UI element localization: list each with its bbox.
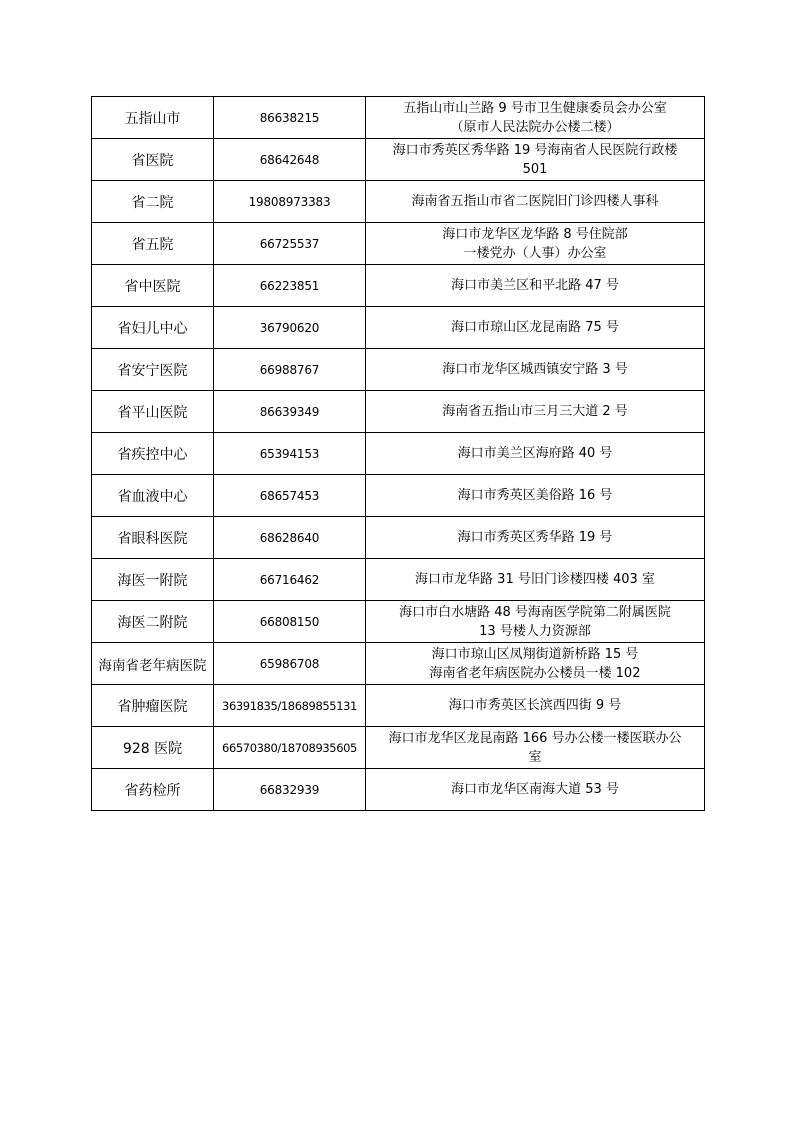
address-line: 海口市秀英区美俗路 16 号 — [457, 488, 613, 503]
table-row — [92, 769, 705, 811]
unit-name-cell: 省血液中心 — [92, 475, 214, 517]
table-row — [92, 307, 705, 349]
address-line: 一楼党办（人事）办公室 — [463, 245, 607, 261]
unit-name-cell: 省二院 — [92, 181, 214, 223]
table-row — [92, 223, 705, 265]
table-row — [92, 139, 705, 181]
unit-name-cell: 928 医院 — [92, 727, 214, 769]
address-line: 海口市龙华区龙昆南路 166 号办公楼一楼医联办公 — [388, 730, 682, 746]
address-line: 海口市琼山区龙昆南路 75 号 — [451, 320, 619, 335]
unit-name-cell: 海南省老年病医院 — [92, 643, 214, 685]
address-line: 海口市秀英区秀华路 19 号海南省人民医院行政楼 — [392, 142, 678, 158]
phone-cell: 66988767 — [214, 349, 366, 391]
unit-name-cell: 省药检所 — [92, 769, 214, 811]
address-line: 海口市龙华区南海大道 53 号 — [451, 782, 619, 797]
address-line: 海口市龙华区龙华路 8 号住院部 — [442, 226, 628, 242]
unit-name-cell: 省五院 — [92, 223, 214, 265]
table-row — [92, 559, 705, 601]
unit-name-cell: 海医二附院 — [92, 601, 214, 643]
address-cell — [366, 601, 705, 643]
address-line: 海口市琼山区凤翔街道新桥路 15 号 — [431, 646, 639, 662]
phone-cell: 68657453 — [214, 475, 366, 517]
unit-name-cell: 省中医院 — [92, 265, 214, 307]
table-row — [92, 265, 705, 307]
address-line: 海南省五指山市省二医院旧门诊四楼人事科 — [411, 194, 659, 209]
unit-name-cell: 五指山市 — [92, 97, 214, 139]
address-cell — [366, 97, 705, 139]
phone-cell: 19808973383 — [214, 181, 366, 223]
address-cell — [366, 265, 705, 307]
address-line: （原市人民法院办公楼二楼） — [450, 119, 620, 135]
address-cell — [366, 769, 705, 811]
table-row — [92, 433, 705, 475]
table-row — [92, 685, 705, 727]
unit-name-cell: 省眼科医院 — [92, 517, 214, 559]
address-cell — [366, 349, 705, 391]
contact-table-body — [92, 97, 705, 811]
table-row — [92, 181, 705, 223]
address-cell — [366, 223, 705, 265]
address-line: 海口市龙华区城西镇安宁路 3 号 — [442, 362, 628, 377]
table-row — [92, 391, 705, 433]
address-line: 海口市龙华路 31 号旧门诊楼四楼 403 室 — [415, 572, 655, 587]
phone-cell: 36790620 — [214, 307, 366, 349]
address-line: 501 — [522, 161, 548, 177]
table-row — [92, 727, 705, 769]
address-line: 海口市美兰区海府路 40 号 — [457, 446, 613, 461]
phone-cell: 65986708 — [214, 643, 366, 685]
address-cell — [366, 559, 705, 601]
table-row — [92, 643, 705, 685]
phone-cell: 66570380/18708935605 — [214, 727, 366, 769]
address-line: 海南省五指山市三月三大道 2 号 — [442, 404, 628, 419]
table-row — [92, 349, 705, 391]
unit-name-cell: 省平山医院 — [92, 391, 214, 433]
phone-cell: 66716462 — [214, 559, 366, 601]
address-line: 海南省老年病医院办公楼员一楼 102 — [429, 665, 641, 681]
table-row — [92, 517, 705, 559]
unit-name-cell: 海医一附院 — [92, 559, 214, 601]
address-cell — [366, 181, 705, 223]
address-cell — [366, 307, 705, 349]
address-line: 海口市白水塘路 48 号海南医学院第二附属医院 — [399, 604, 671, 620]
unit-name-cell: 省疾控中心 — [92, 433, 214, 475]
phone-cell: 66808150 — [214, 601, 366, 643]
phone-cell: 66832939 — [214, 769, 366, 811]
address-cell — [366, 517, 705, 559]
table-row — [92, 97, 705, 139]
address-line: 海口市美兰区和平北路 47 号 — [451, 278, 619, 293]
phone-cell: 86639349 — [214, 391, 366, 433]
contact-table — [91, 96, 705, 811]
unit-name-cell: 省妇儿中心 — [92, 307, 214, 349]
phone-cell: 65394153 — [214, 433, 366, 475]
phone-cell: 36391835/18689855131 — [214, 685, 366, 727]
table-row — [92, 601, 705, 643]
phone-cell: 66223851 — [214, 265, 366, 307]
unit-name-cell: 省医院 — [92, 139, 214, 181]
address-cell — [366, 727, 705, 769]
address-cell — [366, 475, 705, 517]
phone-cell: 66725537 — [214, 223, 366, 265]
address-line: 海口市秀英区长滨西四街 9 号 — [448, 698, 622, 713]
table-row — [92, 475, 705, 517]
phone-cell: 68628640 — [214, 517, 366, 559]
address-cell — [366, 685, 705, 727]
address-cell — [366, 643, 705, 685]
address-cell — [366, 433, 705, 475]
address-line: 13 号楼人力资源部 — [479, 623, 591, 639]
address-cell — [366, 139, 705, 181]
unit-name-cell: 省肿瘤医院 — [92, 685, 214, 727]
phone-cell: 86638215 — [214, 97, 366, 139]
address-cell — [366, 391, 705, 433]
address-line: 海口市秀英区秀华路 19 号 — [457, 530, 613, 545]
unit-name-cell: 省安宁医院 — [92, 349, 214, 391]
address-line: 五指山市山兰路 9 号市卫生健康委员会办公室 — [403, 100, 667, 116]
phone-cell: 68642648 — [214, 139, 366, 181]
address-line: 室 — [528, 749, 542, 765]
